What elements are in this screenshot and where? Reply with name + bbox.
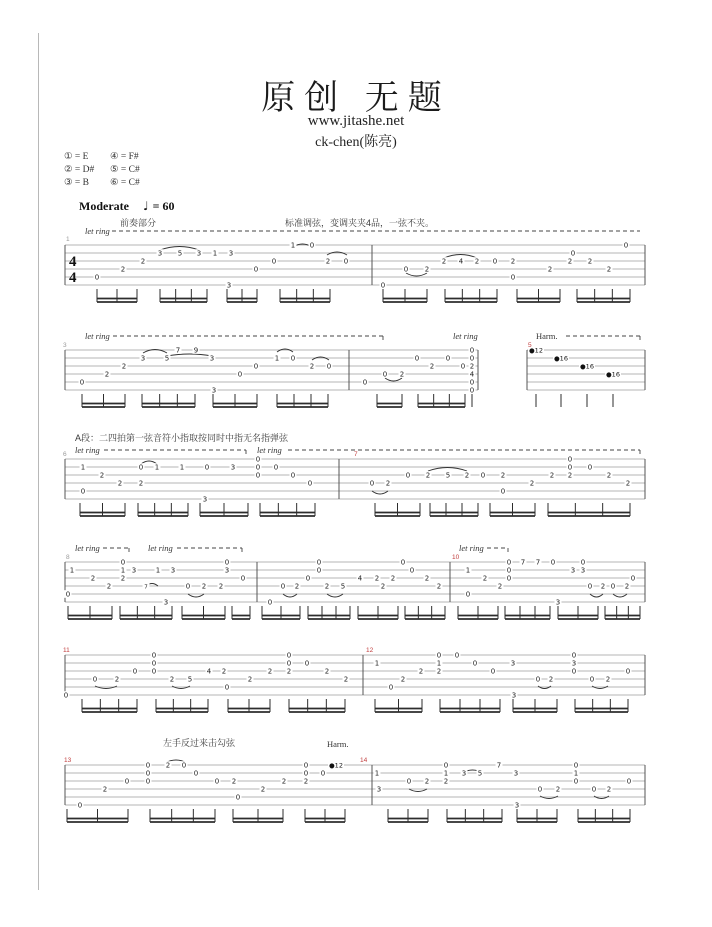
- tuning-string-2: ② = D#: [64, 165, 95, 175]
- measure-number: 3: [63, 342, 67, 349]
- fret-number: 3: [202, 495, 208, 504]
- fret-number: 1: [179, 463, 185, 472]
- fret-number: 0: [571, 667, 577, 676]
- fret-number: 5: [477, 769, 483, 778]
- fret-number: 0: [550, 558, 556, 567]
- fret-number: 0: [307, 479, 313, 488]
- fret-number: 2: [267, 667, 273, 676]
- harmonic-note: ●16: [580, 362, 594, 371]
- fret-number: 0: [132, 667, 138, 676]
- slur: [277, 349, 293, 352]
- fret-number: 2: [555, 785, 561, 794]
- fret-number: 2: [117, 479, 123, 488]
- fret-number: 2: [474, 257, 480, 266]
- fret-number: 1: [120, 566, 126, 575]
- fret-number: 0: [343, 257, 349, 266]
- fret-number: 3: [196, 249, 202, 258]
- fret-number: 0: [204, 463, 210, 472]
- fret-number: 4: [357, 574, 363, 583]
- measure-number: 6: [63, 451, 67, 458]
- fret-number: 1: [212, 249, 218, 258]
- fret-number: 2: [510, 257, 516, 266]
- tempo-value: = 60: [152, 199, 175, 213]
- fret-number: 0: [506, 566, 512, 575]
- fret-number: 0: [304, 659, 310, 668]
- fret-number: 0: [240, 574, 246, 583]
- fret-number: 2: [324, 582, 330, 591]
- fret-number: 2: [343, 675, 349, 684]
- fret-number: 0: [267, 598, 273, 607]
- fret-number: 0: [571, 651, 577, 660]
- harmonic-note: ●16: [606, 370, 620, 379]
- fret-number: 2: [325, 257, 331, 266]
- fret-number: 2: [547, 265, 553, 274]
- measure-number: 10: [452, 554, 460, 561]
- fret-number: 0: [472, 659, 478, 668]
- fret-number: 0: [469, 378, 475, 387]
- annotation-text: 前奏部分: [120, 218, 157, 228]
- slur: [283, 594, 297, 597]
- fret-number: 0: [469, 346, 475, 355]
- fret-number: 0: [589, 675, 595, 684]
- author-credit: ck-chen(陈亮): [315, 135, 397, 150]
- fret-number: 3: [580, 566, 586, 575]
- slur: [613, 594, 627, 597]
- fret-number: 0: [280, 582, 286, 591]
- fret-number: 2: [425, 471, 431, 480]
- let-ring-label: let ring: [459, 543, 484, 553]
- fret-number: 0: [145, 761, 151, 770]
- fret-number: 0: [63, 691, 69, 700]
- fret-number: 0: [403, 265, 409, 274]
- fret-number: 1: [274, 354, 280, 363]
- fret-number: 2: [482, 574, 488, 583]
- fret-number: 3: [211, 386, 217, 395]
- fret-number: 0: [362, 378, 368, 387]
- fret-number: 1: [69, 566, 75, 575]
- slur: [188, 594, 204, 597]
- harmonic-label: Harm.: [327, 739, 349, 749]
- fret-number: 0: [580, 558, 586, 567]
- fret-number: 0: [443, 761, 449, 770]
- slur: [372, 491, 388, 494]
- fret-number: 0: [537, 785, 543, 794]
- fret-number: 1: [290, 241, 296, 250]
- fret-number: 1: [573, 769, 579, 778]
- fret-number: 2: [441, 257, 447, 266]
- fret-number: 0: [235, 793, 241, 802]
- fret-number: 7: [496, 761, 502, 770]
- fret-number: 7: [175, 346, 181, 355]
- fret-number: 2: [303, 777, 309, 786]
- tuning-string-4: ④ = F#: [110, 152, 139, 162]
- slur: [312, 357, 329, 360]
- fret-number: 3: [224, 566, 230, 575]
- fret-number: 3: [514, 801, 520, 810]
- tuning-string-3: ③ = B: [64, 178, 89, 188]
- fret-number: 0: [255, 463, 261, 472]
- fret-number: 1: [374, 659, 380, 668]
- fret-number: 2: [324, 667, 330, 676]
- fret-number: 0: [406, 777, 412, 786]
- tempo-label: Moderate: [79, 199, 129, 213]
- fret-number: 5: [445, 471, 451, 480]
- fret-number: 2: [286, 667, 292, 676]
- annotation-text: A段：二四拍第一弦音符小指取按同时中指无名指弹弦: [75, 433, 289, 443]
- fret-number: 0: [151, 659, 157, 668]
- let-ring-label: let ring: [453, 331, 478, 341]
- fret-number: 2: [464, 471, 470, 480]
- fret-number: 2: [99, 471, 105, 480]
- fret-number: 2: [469, 362, 475, 371]
- fret-number: 0: [409, 566, 415, 575]
- fret-number: 2: [424, 574, 430, 583]
- fret-number: 0: [224, 558, 230, 567]
- tuning-string-6: ⑥ = C#: [110, 178, 140, 188]
- fret-number: 7: [535, 558, 541, 567]
- fret-number: 0: [414, 354, 420, 363]
- fret-number: 0: [303, 761, 309, 770]
- fret-number: 2: [500, 471, 506, 480]
- fret-number: 0: [286, 659, 292, 668]
- fret-number: 5: [177, 249, 183, 258]
- fret-number: 2: [529, 479, 535, 488]
- fret-number: 3: [140, 354, 146, 363]
- measure-number: 12: [366, 647, 374, 654]
- fret-number: 7: [520, 558, 526, 567]
- fret-number: 2: [606, 785, 612, 794]
- fret-number: 2: [281, 777, 287, 786]
- fret-number: 3: [163, 598, 169, 607]
- fret-number: 2: [102, 785, 108, 794]
- site-url: www.jitashe.net: [307, 113, 405, 129]
- fret-number: 0: [469, 354, 475, 363]
- fret-number: 2: [606, 265, 612, 274]
- fret-number: 3: [157, 249, 163, 258]
- fret-number: 1: [154, 463, 160, 472]
- fret-number: 2: [424, 265, 430, 274]
- fret-number: 2: [429, 362, 435, 371]
- fret-number: 1: [465, 566, 471, 575]
- fret-number: 1: [155, 566, 161, 575]
- fret-number: 2: [106, 582, 112, 591]
- fret-number: 2: [399, 370, 405, 379]
- fret-number: 3: [226, 281, 232, 290]
- fret-number: 0: [138, 463, 144, 472]
- fret-number: 0: [185, 582, 191, 591]
- tuning-string-1: ① = E: [64, 152, 89, 162]
- fret-number: 1: [80, 463, 86, 472]
- fret-number: 2: [380, 582, 386, 591]
- fret-number: 0: [145, 777, 151, 786]
- fret-number: 0: [94, 273, 100, 282]
- fret-number: 2: [443, 777, 449, 786]
- staff-system: [63, 647, 646, 712]
- fret-number: 0: [253, 362, 259, 371]
- fret-number: 2: [567, 471, 573, 480]
- fret-number: 0: [400, 558, 406, 567]
- fret-number: 2: [140, 257, 146, 266]
- fret-number: 0: [454, 651, 460, 660]
- fret-number: 2: [497, 582, 503, 591]
- fret-number: 0: [290, 471, 296, 480]
- time-signature: 4: [69, 270, 77, 286]
- fret-number: 3: [131, 566, 137, 575]
- measure-number: 5: [528, 342, 532, 349]
- fret-number: 0: [469, 386, 475, 395]
- fret-number: 2: [625, 479, 631, 488]
- fret-number: 2: [385, 479, 391, 488]
- fret-number: 0: [151, 667, 157, 676]
- fret-number: 0: [305, 574, 311, 583]
- fret-number: 5: [340, 582, 346, 591]
- fret-number: 5: [164, 354, 170, 363]
- fret-number: 0: [492, 257, 498, 266]
- fret-number: 2: [218, 582, 224, 591]
- fret-number: 2: [309, 362, 315, 371]
- measure-number: 14: [360, 757, 368, 764]
- fret-number: 2: [120, 574, 126, 583]
- fret-number: 0: [326, 362, 332, 371]
- fret-number: 2: [201, 582, 207, 591]
- fret-number: 2: [374, 574, 380, 583]
- fret-number: 0: [124, 777, 130, 786]
- fret-number: 0: [145, 769, 151, 778]
- fret-number: 3: [376, 785, 382, 794]
- harmonic-note: ●12: [529, 346, 543, 355]
- fret-number: 4: [458, 257, 464, 266]
- let-ring-label: let ring: [85, 226, 110, 236]
- fret-number: 2: [549, 471, 555, 480]
- fret-number: 2: [165, 761, 171, 770]
- quarter-note-icon: ♩: [142, 199, 149, 213]
- fret-number: 0: [271, 257, 277, 266]
- staff-system: [65, 217, 645, 302]
- fret-number: 2: [169, 675, 175, 684]
- harmonic-label: Harm.: [536, 331, 558, 341]
- fret-number: 0: [625, 667, 631, 676]
- fret-number: 0: [193, 769, 199, 778]
- fret-number: 0: [65, 590, 71, 599]
- fret-number: 3: [228, 249, 234, 258]
- fret-number: 0: [573, 777, 579, 786]
- fret-number: 7: [144, 584, 148, 591]
- fret-number: 2: [548, 675, 554, 684]
- fret-number: 0: [369, 479, 375, 488]
- fret-number: 0: [316, 558, 322, 567]
- slur: [167, 354, 212, 356]
- fret-number: 1: [443, 769, 449, 778]
- fret-number: 3: [511, 691, 517, 700]
- harmonic-note: ●12: [329, 761, 343, 770]
- let-ring-label: let ring: [257, 445, 282, 455]
- fret-number: 0: [480, 471, 486, 480]
- fret-number: 0: [214, 777, 220, 786]
- fret-number: 0: [80, 487, 86, 496]
- fret-number: 0: [253, 265, 259, 274]
- fret-number: 2: [121, 362, 127, 371]
- fret-number: 2: [600, 582, 606, 591]
- fret-number: 2: [587, 257, 593, 266]
- fret-number: 1: [374, 769, 380, 778]
- staff-system: [63, 331, 645, 407]
- fret-number: 2: [294, 582, 300, 591]
- staff-system: [65, 543, 646, 619]
- fret-number: 3: [510, 659, 516, 668]
- fret-number: 0: [570, 249, 576, 258]
- fret-number: 2: [114, 675, 120, 684]
- fret-number: 0: [436, 651, 442, 660]
- fret-number: 3: [571, 659, 577, 668]
- staff-system: [64, 737, 645, 822]
- fret-number: 3: [555, 598, 561, 607]
- fret-number: 4: [206, 667, 212, 676]
- fret-number: 2: [624, 582, 630, 591]
- fret-number: 2: [567, 257, 573, 266]
- let-ring-label: let ring: [75, 543, 100, 553]
- fret-number: 3: [209, 354, 215, 363]
- fret-number: 0: [255, 455, 261, 464]
- fret-number: 0: [382, 370, 388, 379]
- fret-number: 0: [120, 558, 126, 567]
- fret-number: 0: [506, 558, 512, 567]
- slur: [428, 468, 467, 472]
- slur: [590, 594, 603, 597]
- tuning-string-5: ⑤ = C#: [110, 165, 140, 175]
- fret-number: 0: [465, 590, 471, 599]
- fret-number: 0: [273, 463, 279, 472]
- fret-number: 0: [224, 683, 230, 692]
- fret-number: 0: [405, 471, 411, 480]
- fret-number: 0: [286, 651, 292, 660]
- fret-number: 2: [436, 582, 442, 591]
- staff-system: [63, 432, 645, 516]
- fret-number: 0: [490, 667, 496, 676]
- fret-number: 2: [120, 265, 126, 274]
- slur: [327, 594, 343, 597]
- fret-number: 2: [390, 574, 396, 583]
- fret-number: 0: [610, 582, 616, 591]
- let-ring-label: let ring: [85, 331, 110, 341]
- fret-number: 0: [626, 777, 632, 786]
- fret-number: 4: [469, 370, 475, 379]
- fret-number: 2: [104, 370, 110, 379]
- measure-number: 13: [64, 757, 72, 764]
- fret-number: 2: [436, 667, 442, 676]
- fret-number: 0: [255, 471, 261, 480]
- fret-number: 0: [506, 574, 512, 583]
- fret-number: 0: [587, 582, 593, 591]
- fret-number: 5: [187, 675, 193, 684]
- fret-number: 0: [445, 354, 451, 363]
- fret-number: 0: [460, 362, 466, 371]
- annotation-text: 标准调弦，变调夹夹4品，一弦不夹。: [285, 218, 435, 228]
- measure-number: 7: [354, 451, 358, 458]
- fret-number: 0: [567, 455, 573, 464]
- let-ring-label: let ring: [75, 445, 100, 455]
- slur: [327, 252, 347, 255]
- annotation-text: 左手反过来击勾弦: [163, 738, 236, 748]
- fret-number: 0: [587, 463, 593, 472]
- time-signature: 4: [69, 254, 77, 270]
- fret-number: 0: [303, 769, 309, 778]
- fret-number: 0: [290, 354, 296, 363]
- harmonic-note: ●16: [554, 354, 568, 363]
- fret-number: 0: [567, 463, 573, 472]
- fret-number: 0: [535, 675, 541, 684]
- fret-number: 0: [630, 574, 636, 583]
- fret-number: 2: [138, 479, 144, 488]
- fret-number: 2: [605, 675, 611, 684]
- fret-number: 2: [400, 675, 406, 684]
- fret-number: 0: [623, 241, 629, 250]
- fret-number: 2: [231, 777, 237, 786]
- fret-number: 0: [320, 769, 326, 778]
- fret-number: 2: [424, 777, 430, 786]
- fret-number: 2: [260, 785, 266, 794]
- fret-number: 2: [221, 667, 227, 676]
- fret-number: 2: [90, 574, 96, 583]
- fret-number: 3: [570, 566, 576, 575]
- measure-number: 8: [66, 554, 70, 561]
- fret-number: 0: [151, 651, 157, 660]
- fret-number: 0: [92, 675, 98, 684]
- fret-number: 0: [510, 273, 516, 282]
- fret-number: 0: [380, 281, 386, 290]
- fret-number: 0: [79, 378, 85, 387]
- fret-number: 0: [316, 566, 322, 575]
- fret-number: 0: [500, 487, 506, 496]
- fret-number: 0: [77, 801, 83, 810]
- fret-number: 2: [247, 675, 253, 684]
- measure-number: 1: [66, 236, 70, 243]
- fret-number: 0: [388, 683, 394, 692]
- fret-number: 9: [193, 346, 199, 355]
- page-title: 原创 无题: [261, 80, 451, 117]
- fret-number: 0: [573, 761, 579, 770]
- fret-number: 0: [181, 761, 187, 770]
- fret-number: 2: [418, 667, 424, 676]
- fret-number: 3: [461, 769, 467, 778]
- fret-number: 0: [237, 370, 243, 379]
- fret-number: 0: [591, 785, 597, 794]
- fret-number: 0: [309, 241, 315, 250]
- let-ring-label: let ring: [148, 543, 173, 553]
- fret-number: 3: [230, 463, 236, 472]
- fret-number: 2: [606, 471, 612, 480]
- measure-number: 11: [63, 647, 70, 654]
- fret-number: 3: [170, 566, 176, 575]
- fret-number: 3: [513, 769, 519, 778]
- fret-number: 1: [436, 659, 442, 668]
